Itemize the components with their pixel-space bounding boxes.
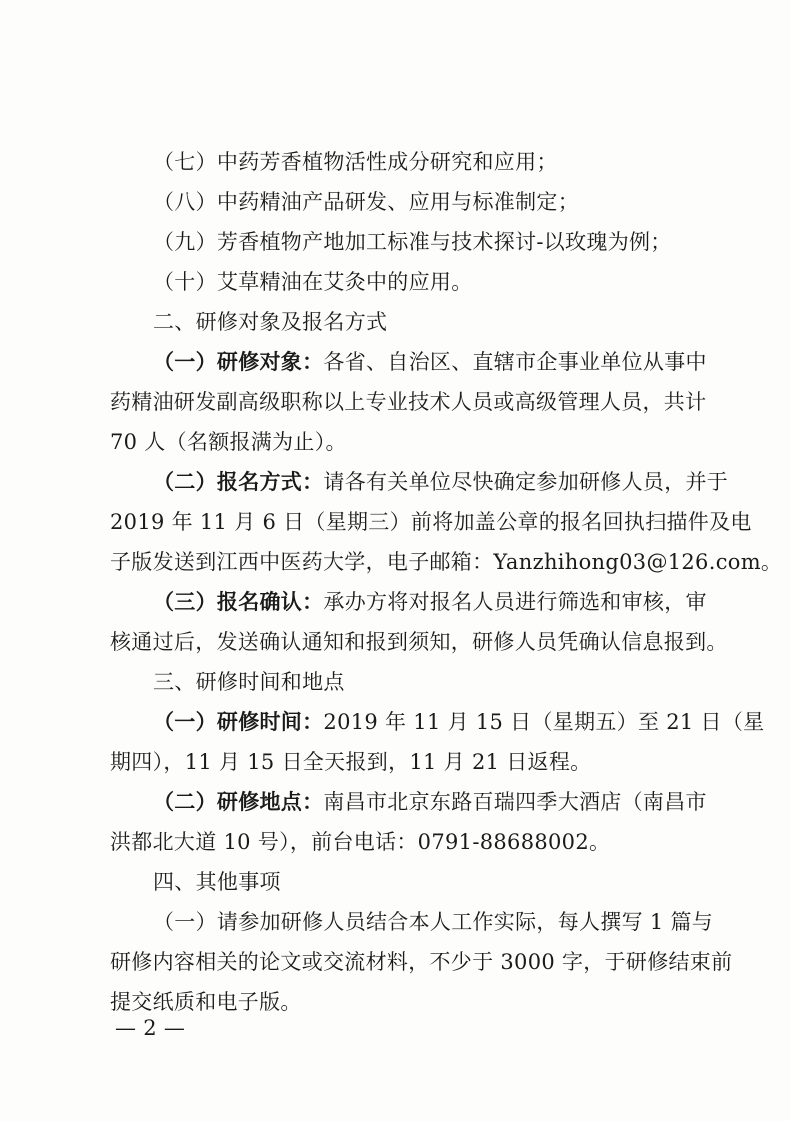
paragraph-line: [153, 587, 707, 617]
paragraph-line: 核通过后，发送确认通知和报到须知，研修人员凭确认信息报到。: [110, 630, 728, 654]
paragraph-label: （二）研修地点：: [153, 790, 324, 814]
paragraph-label: （三）报名确认：: [153, 590, 324, 614]
list-item: （九）芳香植物产地加工标准与技术探讨-以玫瑰为例；: [153, 230, 672, 254]
paragraph-line: [153, 467, 729, 497]
paragraph-line: [153, 347, 707, 377]
paragraph-line: 子版发送到江西中医药大学，电子邮箱：Yanzhihong03@126.com。: [110, 550, 783, 574]
section-heading: 二、研修对象及报名方式: [153, 310, 388, 334]
list-item: （七）中药芳香植物活性成分研究和应用；: [153, 150, 558, 174]
section-heading: 三、研修时间和地点: [153, 670, 345, 694]
section-heading: 四、其他事项: [153, 870, 281, 894]
page-number: — 2 —: [115, 1016, 186, 1040]
list-item: （八）中药精油产品研发、应用与标准制定；: [153, 190, 579, 214]
paragraph-line: [153, 707, 765, 737]
paragraph-line: 药精油研发副高级职称以上专业技术人员或高级管理人员，共计: [110, 390, 707, 414]
paragraph-label: （一）研修对象：: [153, 350, 324, 374]
paragraph-label: （二）报名方式：: [153, 470, 324, 494]
paragraph-text: 2019 年 11 月 15 日（星期五）至 21 日（星: [323, 710, 765, 734]
list-item: （十）艾草精油在艾灸中的应用。: [153, 270, 473, 294]
paragraph-line: 洪都北大道 10 号），前台电话：0791-88688002。: [110, 830, 611, 854]
paragraph-line: [153, 787, 707, 817]
paragraph-line: 70 人（名额报满为止）。: [110, 430, 347, 454]
paragraph-line: （一）请参加研修人员结合本人工作实际，每人撰写 1 篇与: [153, 910, 714, 934]
paragraph-line: 提交纸质和电子版。: [110, 990, 302, 1014]
paragraph-text: 南昌市北京东路百瑞四季大酒店（南昌市: [323, 790, 707, 814]
paragraph-text: 各省、自治区、直辖市企事业单位从事中: [323, 350, 707, 374]
paragraph-line: 2019 年 11 月 6 日（星期三）前将加盖公章的报名回执扫描件及电: [110, 510, 752, 534]
paragraph-label: （一）研修时间：: [153, 710, 324, 734]
paragraph-line: 研修内容相关的论文或交流材料，不少于 3000 字，于研修结束前: [110, 950, 733, 974]
paragraph-text: 请各有关单位尽快确定参加研修人员，并于: [323, 470, 729, 494]
paragraph-text: 承办方将对报名人员进行筛选和审核，审: [323, 590, 707, 614]
paragraph-line: 期四），11 月 15 日全天报到，11 月 21 日返程。: [110, 750, 592, 774]
